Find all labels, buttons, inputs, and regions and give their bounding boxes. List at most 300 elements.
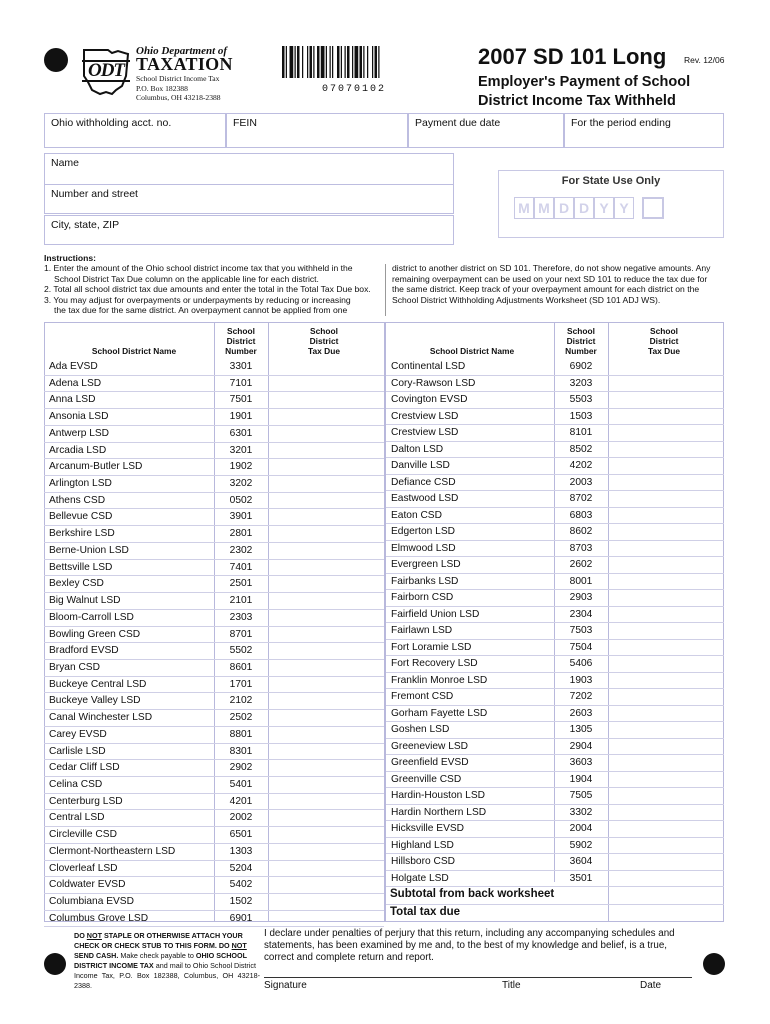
district-number: 8001 bbox=[569, 575, 593, 587]
right-district-row bbox=[386, 491, 724, 508]
tax-due-input[interactable] bbox=[269, 677, 384, 693]
tax-due-input[interactable] bbox=[269, 794, 384, 810]
left-district-row bbox=[44, 710, 384, 727]
right-header-tax bbox=[636, 327, 692, 356]
tax-due-input[interactable] bbox=[609, 854, 724, 870]
district-number: 1503 bbox=[569, 410, 593, 422]
barcode-bar bbox=[332, 46, 333, 78]
district-number: 2603 bbox=[569, 707, 593, 719]
barcode-icon bbox=[282, 46, 410, 78]
instructions-divider bbox=[385, 264, 386, 316]
left-district-row bbox=[44, 911, 384, 928]
left-district-row bbox=[44, 359, 384, 376]
declaration-line-1: I declare under penalties of perjury that this return, including any accompanying schedules and bbox=[264, 928, 675, 939]
state-use-date-boxes bbox=[514, 197, 634, 219]
left-district-row bbox=[44, 576, 384, 593]
mailing-line1-rest: STAPLE OR OTHERWISE ATTACH YOUR bbox=[101, 931, 243, 940]
mailing-payee-1: OHIO SCHOOL bbox=[195, 951, 247, 960]
tax-due-input[interactable] bbox=[269, 861, 384, 877]
mailing-not-2: NOT bbox=[231, 941, 247, 950]
district-number: 2004 bbox=[569, 823, 593, 834]
barcode-bar bbox=[290, 46, 294, 78]
signature-label: Signature bbox=[264, 980, 307, 991]
district-name: Carlisle LSD bbox=[49, 745, 106, 757]
tax-due-input[interactable] bbox=[609, 557, 724, 573]
header-line: School bbox=[310, 326, 338, 336]
instruction-3: 3. You may adjust for overpayments or underpayments by reducing or increasing bbox=[44, 294, 351, 305]
tax-due-input[interactable] bbox=[269, 911, 384, 927]
barcode-bar bbox=[297, 46, 300, 78]
district-number: 1902 bbox=[229, 461, 253, 473]
left-header-number bbox=[214, 327, 268, 356]
district-name: Fort Loramie LSD bbox=[391, 641, 472, 653]
right-district-row bbox=[386, 673, 724, 690]
state-use-check-box bbox=[642, 197, 664, 219]
district-name: Coldwater EVSD bbox=[49, 879, 126, 891]
mailing-line2-pre: CHECK OR CHECK STUB TO THIS FORM. DO bbox=[74, 941, 232, 950]
tax-due-input[interactable] bbox=[609, 706, 724, 722]
header-line: School bbox=[650, 326, 678, 336]
district-number: 3604 bbox=[569, 856, 593, 867]
barcode bbox=[282, 46, 410, 78]
tax-due-input[interactable] bbox=[269, 526, 384, 542]
street-field[interactable] bbox=[44, 184, 454, 214]
district-name: Greeneview LSD bbox=[391, 740, 469, 752]
mailing-do: DO bbox=[74, 931, 87, 940]
district-name: Edgerton LSD bbox=[391, 526, 455, 537]
left-district-row bbox=[44, 476, 384, 493]
right-district-row bbox=[386, 524, 724, 541]
district-number: 2602 bbox=[569, 559, 593, 570]
barcode-bar bbox=[363, 46, 364, 78]
district-number: 2502 bbox=[229, 712, 253, 724]
right-district-row bbox=[386, 689, 724, 706]
tax-due-input[interactable] bbox=[609, 739, 724, 755]
left-district-row bbox=[44, 493, 384, 510]
district-name: Cedar Cliff LSD bbox=[49, 762, 120, 774]
mailing-line-1 bbox=[74, 931, 260, 941]
tax-due-input[interactable] bbox=[269, 560, 384, 576]
left-district-row bbox=[44, 760, 384, 777]
district-name: Holgate LSD bbox=[391, 872, 449, 884]
left-district-row bbox=[44, 660, 384, 677]
district-name: Covington EVSD bbox=[391, 394, 468, 405]
tax-due-input[interactable] bbox=[269, 610, 384, 626]
left-district-row bbox=[44, 894, 384, 911]
left-district-row bbox=[44, 693, 384, 710]
barcode-bar bbox=[347, 46, 350, 78]
district-number: 2101 bbox=[229, 595, 253, 607]
tax-due-input[interactable] bbox=[269, 359, 384, 375]
tax-due-input[interactable] bbox=[609, 541, 724, 557]
district-number: 3203 bbox=[569, 377, 593, 389]
left-district-row bbox=[44, 794, 384, 811]
right-district-row bbox=[386, 392, 724, 409]
left-district-row bbox=[44, 744, 384, 761]
mailing-line-3 bbox=[74, 951, 260, 961]
district-name: Highland LSD bbox=[391, 839, 454, 851]
right-district-row bbox=[386, 623, 724, 640]
form-title: 2007 SD 101 Long bbox=[478, 44, 667, 69]
district-name: Anna LSD bbox=[49, 394, 96, 406]
district-name: Bettsville LSD bbox=[49, 561, 113, 573]
tax-due-input[interactable] bbox=[609, 788, 724, 804]
tax-due-input[interactable] bbox=[609, 640, 724, 656]
right-district-row bbox=[386, 722, 724, 739]
date-box-y1: Y bbox=[594, 197, 614, 219]
fein-field[interactable] bbox=[226, 113, 408, 148]
tax-due-input[interactable] bbox=[269, 509, 384, 525]
district-name: Bryan CSD bbox=[49, 661, 100, 673]
name-label: Name bbox=[51, 157, 80, 169]
left-district-row bbox=[44, 877, 384, 894]
tax-due-input[interactable] bbox=[269, 409, 384, 425]
tax-due-input[interactable] bbox=[609, 425, 724, 441]
date-label: Date bbox=[640, 980, 662, 991]
barcode-bar bbox=[355, 46, 359, 78]
instructions-right bbox=[392, 263, 728, 305]
tax-due-input[interactable] bbox=[269, 877, 384, 893]
district-name: Fort Recovery LSD bbox=[391, 658, 478, 669]
district-number: 7503 bbox=[569, 625, 593, 636]
barcode-bar bbox=[321, 46, 325, 78]
left-district-row bbox=[44, 392, 384, 409]
tax-due-input[interactable] bbox=[609, 623, 724, 639]
signature-line[interactable] bbox=[264, 977, 692, 978]
tax-due-input[interactable] bbox=[609, 458, 724, 474]
district-name: Continental LSD bbox=[391, 361, 466, 372]
tax-due-input[interactable] bbox=[609, 409, 724, 425]
tax-due-input[interactable] bbox=[269, 392, 384, 408]
district-name: Bexley CSD bbox=[49, 578, 104, 590]
district-number: 2102 bbox=[229, 695, 253, 707]
district-number: 3202 bbox=[229, 478, 253, 490]
barcode-number: 07070102 bbox=[322, 84, 387, 95]
left-district-row bbox=[44, 677, 384, 694]
tax-due-input[interactable] bbox=[269, 844, 384, 860]
right-district-row bbox=[386, 607, 724, 624]
city-state-zip-field[interactable] bbox=[44, 215, 454, 245]
tax-due-input[interactable] bbox=[609, 673, 724, 689]
tax-due-input[interactable] bbox=[269, 627, 384, 643]
district-number: 2002 bbox=[229, 812, 253, 824]
district-number: 2302 bbox=[229, 544, 253, 556]
right-district-row bbox=[386, 557, 724, 574]
agency-name-line1: Ohio Department of bbox=[136, 45, 228, 57]
barcode-bar bbox=[286, 46, 287, 78]
district-name: Dalton LSD bbox=[391, 443, 444, 455]
tax-due-input[interactable] bbox=[269, 376, 384, 392]
district-number: 3201 bbox=[229, 444, 253, 456]
right-district-row bbox=[386, 541, 724, 558]
district-number: 6901 bbox=[229, 912, 253, 924]
right-district-row bbox=[386, 425, 724, 442]
address-line: School District Income Tax bbox=[136, 74, 220, 83]
tax-due-input[interactable] bbox=[269, 493, 384, 509]
barcode-bar bbox=[367, 46, 368, 78]
address-line: Columbus, OH 43218-2388 bbox=[136, 93, 221, 102]
header-line: Tax Due bbox=[648, 345, 680, 356]
tax-due-input[interactable] bbox=[269, 576, 384, 592]
district-name: Fairbanks LSD bbox=[391, 575, 459, 587]
barcode-bar bbox=[302, 46, 303, 78]
tax-due-input[interactable] bbox=[609, 805, 724, 821]
district-number: 8301 bbox=[229, 745, 253, 757]
district-name: Crestview LSD bbox=[391, 410, 459, 422]
tax-due-input[interactable] bbox=[269, 593, 384, 609]
barcode-bar bbox=[310, 46, 313, 78]
barcode-bar bbox=[307, 46, 308, 78]
tax-due-input[interactable] bbox=[609, 491, 724, 507]
district-name: Elmwood LSD bbox=[391, 542, 456, 554]
tax-due-input[interactable] bbox=[269, 643, 384, 659]
name-field[interactable] bbox=[44, 153, 454, 185]
district-number: 6803 bbox=[569, 509, 593, 521]
header-line: District bbox=[226, 335, 256, 346]
district-number: 2801 bbox=[229, 528, 253, 540]
tax-due-input[interactable] bbox=[609, 574, 724, 590]
district-number: 1903 bbox=[569, 674, 593, 686]
mailing-payable: Make check payable to bbox=[118, 951, 196, 960]
street-label: Number and street bbox=[51, 188, 138, 200]
left-district-row bbox=[44, 844, 384, 861]
district-name: Arlington LSD bbox=[49, 478, 112, 490]
district-name: Big Walnut LSD bbox=[49, 595, 121, 607]
tax-due-input[interactable] bbox=[269, 660, 384, 676]
right-district-row bbox=[386, 706, 724, 723]
instruction-3b: the tax due for the same district. An overpayment cannot be applied from one bbox=[54, 305, 348, 315]
right-district-row bbox=[386, 739, 724, 756]
date-box-y2: Y bbox=[614, 197, 634, 219]
tax-due-input[interactable] bbox=[609, 871, 724, 887]
barcode-bar bbox=[313, 46, 314, 78]
district-number: 2501 bbox=[229, 578, 253, 590]
ohio-withholding-acct-field[interactable] bbox=[44, 113, 226, 148]
tax-due-input[interactable] bbox=[609, 689, 724, 705]
header-line: District bbox=[566, 335, 596, 346]
left-district-row bbox=[44, 426, 384, 443]
right-district-row bbox=[386, 805, 724, 822]
district-name: Cory-Rawson LSD bbox=[391, 377, 476, 389]
district-name: Gorham Fayette LSD bbox=[391, 707, 488, 719]
tax-due-input[interactable] bbox=[269, 543, 384, 559]
tax-due-input[interactable] bbox=[269, 744, 384, 760]
district-number: 7504 bbox=[569, 641, 593, 653]
district-name: Athens CSD bbox=[49, 494, 106, 506]
district-number: 2903 bbox=[569, 592, 593, 603]
district-name: Berkshire LSD bbox=[49, 528, 115, 540]
district-name: Circleville CSD bbox=[49, 829, 117, 841]
barcode-bar bbox=[378, 46, 379, 78]
barcode-bar bbox=[341, 46, 342, 78]
agency-name-line2: TAXATION bbox=[136, 54, 233, 74]
tax-due-input[interactable] bbox=[269, 760, 384, 776]
district-number: 5406 bbox=[569, 658, 593, 669]
tax-due-input[interactable] bbox=[609, 442, 724, 458]
registration-dot-top-left bbox=[44, 48, 68, 72]
left-district-row bbox=[44, 627, 384, 644]
district-number: 3301 bbox=[229, 361, 253, 372]
tax-due-input[interactable] bbox=[269, 426, 384, 442]
mailing-mail-to: and mail to Ohio School District bbox=[153, 961, 256, 970]
district-name: Buckeye Central LSD bbox=[49, 678, 147, 690]
district-number: 3501 bbox=[569, 872, 593, 884]
district-number: 1901 bbox=[229, 411, 253, 423]
total-input[interactable] bbox=[609, 905, 723, 922]
right-district-row bbox=[386, 409, 724, 426]
address-line: P.O. Box 182388 bbox=[136, 83, 188, 93]
left-header-tax bbox=[296, 327, 352, 356]
mailing-instructions bbox=[74, 931, 260, 991]
district-number: 8602 bbox=[569, 526, 593, 537]
mailing-line-2 bbox=[74, 941, 260, 951]
district-number: 5401 bbox=[229, 779, 253, 790]
district-number: 2902 bbox=[229, 762, 253, 774]
instructions-heading: Instructions: bbox=[44, 253, 97, 263]
subtotal-input[interactable] bbox=[609, 888, 723, 905]
tax-due-input[interactable] bbox=[609, 359, 724, 375]
tax-due-input[interactable] bbox=[609, 475, 724, 491]
district-name: Eaton CSD bbox=[391, 509, 442, 521]
form-revision: Rev. 12/06 bbox=[684, 55, 725, 65]
tax-due-input[interactable] bbox=[609, 838, 724, 854]
district-number: 5503 bbox=[569, 394, 593, 405]
district-number: 2303 bbox=[229, 611, 253, 623]
district-name: Danville LSD bbox=[391, 460, 450, 471]
declaration-line-2: statements, has been examined by me and, to the best of my knowledge and belief, is a true, bbox=[264, 940, 667, 951]
district-name: Fremont CSD bbox=[391, 691, 454, 702]
district-number: 1904 bbox=[569, 773, 593, 785]
district-name: Fairfield Union LSD bbox=[391, 608, 480, 620]
header-line: School bbox=[227, 326, 255, 336]
payment-due-date-field[interactable] bbox=[408, 113, 564, 148]
tax-due-input[interactable] bbox=[609, 755, 724, 771]
district-number: 3901 bbox=[229, 511, 253, 523]
state-use-title: For State Use Only bbox=[561, 175, 661, 187]
tax-due-input[interactable] bbox=[609, 590, 724, 606]
barcode-bar bbox=[317, 46, 320, 78]
left-district-row bbox=[44, 443, 384, 460]
district-number: 4201 bbox=[229, 795, 253, 807]
period-ending-field[interactable] bbox=[564, 113, 724, 148]
left-district-row bbox=[44, 593, 384, 610]
district-number: 8502 bbox=[569, 443, 593, 455]
tax-due-input[interactable] bbox=[609, 524, 724, 540]
tax-due-input[interactable] bbox=[609, 376, 724, 392]
tax-due-input[interactable] bbox=[609, 508, 724, 524]
tax-due-input[interactable] bbox=[269, 476, 384, 492]
district-name: Columbus Grove LSD bbox=[49, 912, 149, 924]
tax-due-input[interactable] bbox=[609, 821, 724, 837]
right-district-row bbox=[386, 508, 724, 525]
district-name: Fairlawn LSD bbox=[391, 625, 453, 636]
right-district-row bbox=[386, 359, 724, 376]
district-number: 7401 bbox=[229, 561, 253, 573]
district-name: Greenfield EVSD bbox=[391, 757, 469, 768]
district-name: Bloom-Carroll LSD bbox=[49, 611, 134, 623]
right-district-row bbox=[386, 821, 724, 838]
right-header-number bbox=[554, 327, 608, 356]
district-number: 7101 bbox=[229, 377, 253, 389]
district-number: 2304 bbox=[569, 608, 593, 620]
payment-due-date-label: Payment due date bbox=[415, 117, 501, 129]
logo-text: ODT bbox=[82, 60, 130, 82]
odt-logo bbox=[78, 46, 134, 98]
tax-due-input[interactable] bbox=[269, 710, 384, 726]
right-district-row bbox=[386, 788, 724, 805]
district-number: 4202 bbox=[569, 460, 593, 471]
left-district-row bbox=[44, 810, 384, 827]
district-number: 1502 bbox=[229, 896, 253, 908]
registration-dot-bottom-left bbox=[44, 953, 66, 975]
left-district-row bbox=[44, 827, 384, 844]
tax-due-input[interactable] bbox=[609, 722, 724, 738]
district-number: 7501 bbox=[229, 394, 253, 406]
title-label: Title bbox=[502, 980, 521, 991]
mailing-not: NOT bbox=[86, 931, 102, 940]
mailing-line-5: Income Tax, P.O. Box 182388, Columbus, OH 43218-2388. bbox=[74, 971, 260, 990]
tax-due-input[interactable] bbox=[269, 459, 384, 475]
left-district-row bbox=[44, 643, 384, 660]
district-name: Cloverleaf LSD bbox=[49, 862, 118, 874]
barcode-bar bbox=[360, 46, 363, 78]
district-name: Hillsboro CSD bbox=[391, 856, 455, 867]
district-number: 8701 bbox=[229, 628, 253, 640]
tax-due-input[interactable] bbox=[269, 810, 384, 826]
right-district-row bbox=[386, 854, 724, 871]
tax-due-input[interactable] bbox=[609, 392, 724, 408]
instruction-right-3: the same district. Keep track of your overpayment amount for each district on the bbox=[392, 284, 700, 294]
instruction-1: 1. Enter the amount of the Ohio school district income tax that you withheld in the bbox=[44, 263, 353, 273]
district-name: Bradford EVSD bbox=[49, 645, 119, 657]
right-district-row bbox=[386, 838, 724, 855]
tax-due-input[interactable] bbox=[609, 656, 724, 672]
district-name: Hicksville EVSD bbox=[391, 823, 465, 834]
fein-label: FEIN bbox=[233, 117, 257, 129]
district-name: Adena LSD bbox=[49, 377, 102, 389]
form-subtitle-line1: Employer's Payment of School bbox=[478, 74, 691, 90]
district-name: Central LSD bbox=[49, 812, 105, 824]
left-header-name: School District Name bbox=[91, 346, 177, 356]
barcode-bar bbox=[295, 46, 296, 78]
district-name: Carey EVSD bbox=[49, 728, 107, 740]
district-number: 1701 bbox=[229, 678, 253, 690]
district-name: Bowling Green CSD bbox=[49, 628, 141, 640]
barcode-bar bbox=[352, 46, 353, 78]
header-line: Tax Due bbox=[308, 345, 340, 356]
tax-due-input[interactable] bbox=[269, 827, 384, 843]
tax-due-input[interactable] bbox=[269, 443, 384, 459]
tax-due-input[interactable] bbox=[269, 894, 384, 910]
tax-due-input[interactable] bbox=[269, 777, 384, 793]
district-number: 3302 bbox=[569, 806, 593, 818]
city-state-zip-label: City, state, ZIP bbox=[51, 219, 120, 231]
tax-due-input[interactable] bbox=[609, 607, 724, 623]
barcode-bar bbox=[337, 46, 340, 78]
tax-due-input[interactable] bbox=[269, 727, 384, 743]
right-district-row bbox=[386, 475, 724, 492]
tax-due-input[interactable] bbox=[269, 693, 384, 709]
district-name: Columbiana EVSD bbox=[49, 896, 134, 908]
district-number: 3603 bbox=[569, 757, 593, 768]
instruction-right-4: School District Withholding Adjustments Worksheet (SD 101 ADJ WS). bbox=[392, 294, 661, 305]
district-number: 6501 bbox=[229, 829, 253, 841]
barcode-bar bbox=[372, 46, 373, 78]
district-number: 5902 bbox=[569, 839, 593, 851]
tax-due-input[interactable] bbox=[609, 772, 724, 788]
declaration-line-3: correct and complete return and report. bbox=[264, 952, 434, 963]
barcode-bar bbox=[375, 46, 378, 78]
